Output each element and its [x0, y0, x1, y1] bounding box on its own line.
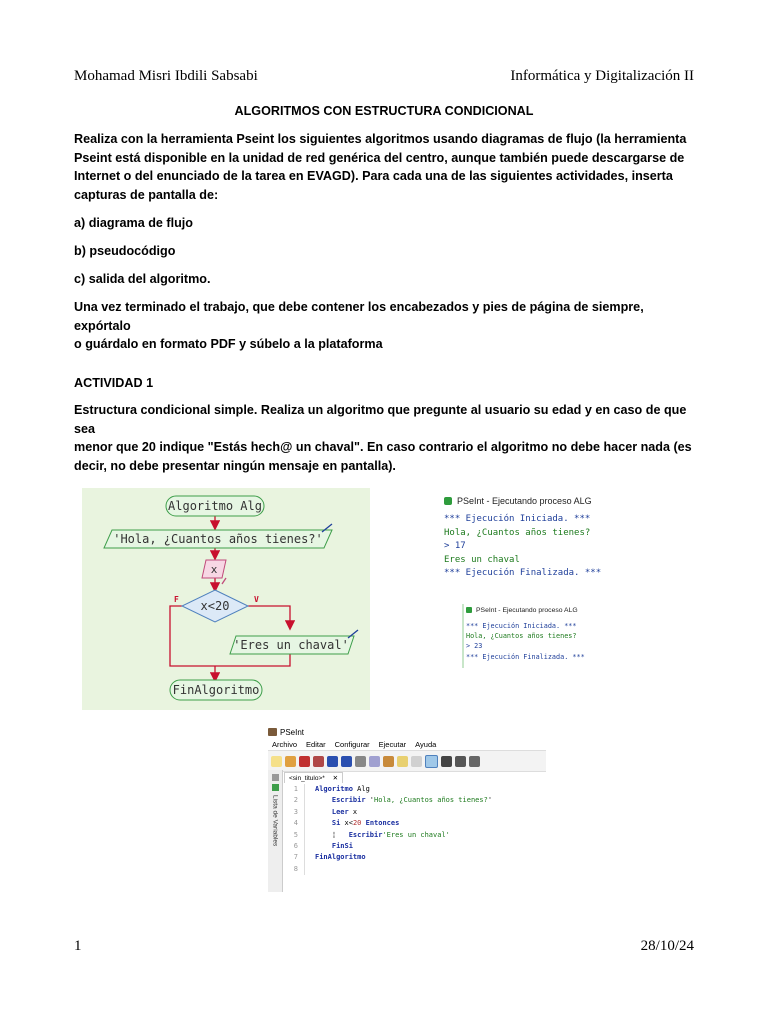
console-line: Eres un chaval	[444, 554, 520, 565]
code-token	[315, 807, 332, 818]
code-line[interactable]	[284, 841, 546, 852]
console-line: Hola, ¿Cuantos años tienes?	[444, 527, 591, 538]
code-token: FinSi	[331, 842, 353, 851]
item-a: a) diagrama de flujo	[74, 216, 193, 230]
code-token: Alg	[352, 785, 370, 793]
code-line[interactable]	[284, 830, 546, 841]
console-line: *** Ejecución Finalizada. ***	[466, 652, 585, 661]
debug-icon[interactable]	[469, 756, 480, 767]
flowchart-diagram	[82, 488, 370, 710]
console-line: *** Ejecución Iniciada. ***	[466, 622, 577, 630]
line-number: 1	[284, 784, 305, 795]
false-label: F	[174, 595, 179, 604]
pseint-logo-icon	[466, 607, 472, 613]
redo-icon[interactable]	[341, 756, 352, 767]
console-line: Hola, ¿Cuantos años tienes?	[466, 632, 577, 641]
code-token: Leer	[331, 807, 349, 816]
intro-line: Pseint está disponible en la unidad de red genérica del centro, aunque también puede descargarse de	[74, 150, 685, 165]
pseint-app-icon	[268, 728, 277, 736]
code-line[interactable]	[284, 864, 546, 875]
line-number: 8	[284, 864, 305, 875]
flowchart-screenshot	[82, 488, 370, 710]
code-token: Escribir	[348, 830, 383, 839]
line-number: 4	[284, 818, 305, 829]
line-number: 7	[284, 852, 305, 863]
code-token: '	[487, 796, 493, 805]
undo-icon[interactable]	[327, 756, 338, 767]
console-line: > 23	[466, 642, 483, 651]
end-label: FinAlgoritmo	[172, 683, 260, 697]
run-icon[interactable]	[441, 756, 452, 767]
final-paragraph	[74, 298, 694, 354]
menu-ejecutar[interactable]: Ejecutar	[378, 739, 407, 749]
pseint-ide-screenshot	[268, 726, 546, 892]
open-file-icon[interactable]	[285, 756, 296, 767]
cut-icon[interactable]	[355, 756, 366, 767]
line-number: 3	[284, 807, 305, 818]
item-c: c) salida del algoritmo.	[74, 272, 211, 286]
save-icon[interactable]	[299, 756, 310, 767]
activity-line: decir, no debe presentar ningún mensaje en pantalla).	[74, 458, 396, 473]
pseint-logo-icon	[444, 497, 452, 505]
find-icon[interactable]	[411, 756, 422, 767]
start-label: Algoritmo Alg	[168, 499, 262, 513]
console-title: PSeInt - Ejecutando proceso ALG	[457, 496, 592, 506]
code-token: ¦	[315, 830, 349, 839]
console-titlebar	[444, 494, 614, 508]
copy-icon[interactable]	[369, 756, 380, 767]
code-token: Hola, ¿Cuantos años tienes?	[374, 796, 488, 805]
code-token	[315, 841, 332, 852]
code-line[interactable]	[284, 818, 546, 829]
footer-date: 28/10/24	[640, 938, 694, 954]
code-token: Entonces	[361, 819, 400, 828]
code-token: x<	[340, 819, 353, 828]
tab-close-icon[interactable]: ✕	[332, 775, 339, 782]
menu-archivo[interactable]: Archivo	[272, 739, 298, 749]
ide-menubar	[268, 738, 546, 750]
ide-side-panel[interactable]	[268, 770, 283, 892]
indent-icon[interactable]	[397, 756, 408, 767]
condition-label: x<20	[200, 599, 230, 613]
true-return-line	[215, 654, 290, 666]
footer-page-number: 1	[74, 938, 82, 954]
console-line: > 17	[444, 541, 466, 551]
input-arrow-icon	[222, 578, 226, 584]
activity-line: menor que 20 indique "Estás hech@ un chaval". En caso contrario el algoritmo no debe hacer nada (es	[74, 440, 692, 454]
line-number: 6	[284, 841, 305, 852]
line-number: 2	[284, 795, 305, 806]
code-token: FinAlgoritmo	[315, 853, 366, 862]
menu-configurar[interactable]: Configurar	[334, 739, 370, 749]
side-panel-icon	[272, 784, 279, 791]
code-token	[315, 795, 332, 806]
code-token: 'Eres un chaval'	[382, 830, 450, 839]
ide-toolbar	[268, 750, 546, 772]
final-line: Una vez terminado el trabajo, que debe contener los encabezados y pies de página de siempre, expórtalo	[74, 300, 644, 333]
editor-tab[interactable]	[284, 772, 343, 783]
step-run-icon[interactable]	[455, 756, 466, 767]
final-line: o guárdalo en formato PDF y súbelo a la plataforma	[74, 337, 383, 351]
output1-label: 'Hola, ¿Cuantos años tienes?'	[113, 532, 323, 546]
code-line[interactable]	[284, 784, 546, 795]
input-label: x	[210, 563, 218, 576]
code-token: Si	[331, 819, 341, 828]
code-token: '	[365, 796, 375, 805]
intro-line: capturas de pantalla de:	[74, 187, 219, 202]
new-file-icon[interactable]	[271, 756, 282, 767]
code-line[interactable]	[284, 795, 546, 806]
code-line[interactable]	[284, 807, 546, 818]
console-line: *** Ejecución Finalizada. ***	[444, 568, 602, 578]
true-branch-line	[248, 606, 290, 628]
code-line[interactable]	[284, 852, 546, 863]
save-as-icon[interactable]	[313, 756, 324, 767]
item-b: b) pseudocódigo	[74, 244, 176, 258]
output2-label: 'Eres un chaval'	[233, 638, 349, 652]
console-window-1	[444, 494, 614, 586]
tab-label: <sin_titulo>*	[289, 775, 325, 782]
intro-paragraph	[74, 130, 694, 204]
code-token	[315, 818, 332, 829]
activity-paragraph	[74, 401, 694, 475]
activity-line: Estructura condicional simple. Realiza un algoritmo que pregunte al usuario su edad y en caso de que sea	[74, 403, 687, 436]
header-author: Mohamad Misri Ibdili Sabsabi	[74, 68, 258, 84]
intro-line: Realiza con la herramienta Pseint los siguientes algoritmos usando diagramas de flujo (la herramienta	[74, 132, 687, 146]
console-title: PSeInt - Ejecutando proceso ALG	[476, 606, 578, 614]
line-number: 5	[284, 830, 305, 841]
side-panel-icon	[272, 774, 279, 781]
code-editor[interactable]	[284, 784, 546, 875]
document-title: ALGORITMOS CON ESTRUCTURA CONDICIONAL	[234, 104, 534, 118]
code-token: Escribir	[331, 796, 366, 805]
menu-ayuda[interactable]: Ayuda	[415, 739, 437, 749]
variables-list-label: Lista de Variables	[271, 795, 279, 847]
code-token: 20	[352, 819, 362, 828]
code-token: x	[348, 807, 358, 816]
paste-icon[interactable]	[383, 756, 394, 767]
menu-editar[interactable]: Editar	[306, 739, 326, 749]
console-window-2	[462, 604, 596, 668]
header-course: Informática y Digitalización II	[510, 68, 694, 84]
console-line: *** Ejecución Iniciada. ***	[444, 514, 591, 524]
true-label: V	[254, 595, 259, 604]
ide-title: PSeInt	[280, 727, 305, 737]
ide-titlebar	[268, 726, 546, 738]
activity-heading: ACTIVIDAD 1	[74, 376, 154, 390]
console-titlebar	[464, 604, 596, 616]
intro-line: Internet o del enunciado de la tarea en EVAGD). Para cada una de las siguientes actividades, inserta	[74, 169, 673, 183]
flowchart-icon[interactable]	[425, 755, 438, 768]
code-token: Algoritmo	[315, 785, 353, 793]
